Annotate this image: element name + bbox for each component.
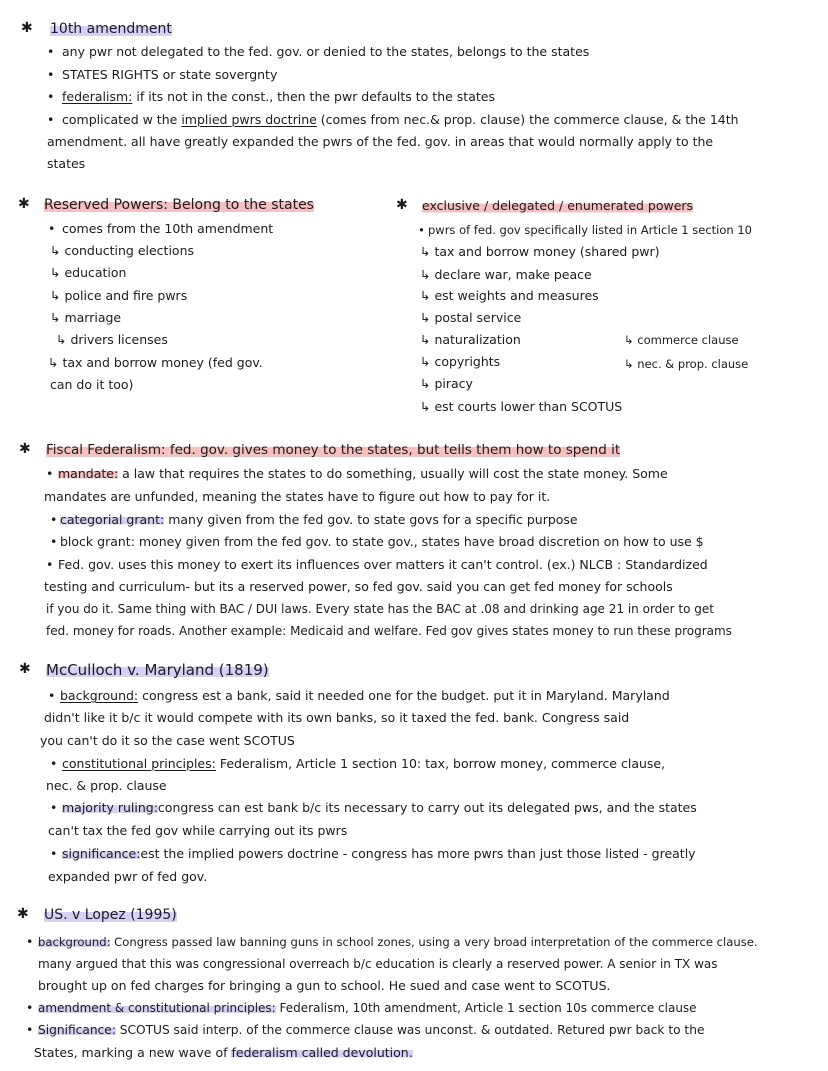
- bullet-icon: •: [50, 512, 58, 527]
- list-item: ↳ declare war, make peace: [420, 267, 592, 282]
- note-line: expanded pwr of fed gov.: [48, 869, 208, 884]
- term-text: if its not in the const., then the pwr defaults to the states: [136, 89, 495, 104]
- bullet-icon: •: [26, 1022, 34, 1037]
- term-label: background:: [38, 935, 111, 949]
- list-item: ↳ conducting elections: [50, 243, 195, 258]
- note-line: states: [47, 156, 86, 171]
- list-item: ↳ est courts lower than SCOTUS: [420, 399, 623, 414]
- bullet-icon: •: [46, 557, 54, 572]
- list-item: ↳ education: [50, 265, 127, 280]
- list-item: ↳ nec. & prop. clause: [624, 357, 749, 371]
- term-label: Significance:: [38, 1023, 116, 1037]
- bullet-icon: •: [48, 688, 56, 703]
- note-line: many argued that this was congressional overreach b/c education is clearly a reserved power. A senior in TX was: [38, 957, 718, 971]
- term-label: federalism called devolution.: [231, 1045, 413, 1060]
- section-title: Reserved Powers: Belong to the states: [44, 197, 314, 213]
- note-line: [38, 999, 697, 1017]
- term-label: majority ruling:: [62, 800, 158, 815]
- note-line: can't tax the fed gov while carrying out its pwrs: [48, 823, 348, 838]
- bullet-icon: •: [26, 1000, 34, 1015]
- note-line: any pwr not delegated to the fed. gov. or denied to the states, belongs to the states: [62, 44, 590, 59]
- note-line: you can't do it so the case went SCOTUS: [40, 733, 295, 748]
- note-line: block grant: money given from the fed gov. to state gov., states have broad discretion on how to use $: [60, 534, 704, 549]
- term-label: amendment & constitutional principles:: [38, 1001, 276, 1015]
- note-line: [34, 1044, 413, 1062]
- term-text: congress can est bank b/c its necessary to carry out its delegated pws, and the states: [157, 800, 697, 815]
- term-text: Congress passed law banning guns in school zones, using a very broad interpretation of the commerce clause.: [114, 935, 758, 949]
- term-text: SCOTUS said interp. of the commerce clause was unconst. & outdated. Retured pwr back to the: [119, 1023, 705, 1037]
- star-icon: ✱: [17, 906, 29, 922]
- star-icon: ✱: [19, 661, 31, 677]
- section-title: exclusive / delegated / enumerated powers: [422, 198, 694, 213]
- note-line: [60, 687, 670, 705]
- note-line: [62, 88, 495, 106]
- list-item: ↳ piracy: [420, 376, 473, 391]
- note-line: [60, 511, 578, 529]
- section-title: 10th amendment: [50, 21, 172, 37]
- term-text: Federalism, Article 1 section 10: tax, borrow money, commerce clause,: [219, 756, 666, 771]
- list-item: ↳ naturalization: [420, 332, 521, 347]
- term-label: significance:: [62, 846, 141, 861]
- term-text: Federalism, 10th amendment, Article 1 section 10s commerce clause: [279, 1001, 697, 1015]
- term-label: background:: [60, 688, 139, 703]
- list-item: ↳ postal service: [420, 310, 522, 325]
- star-icon: ✱: [19, 441, 31, 457]
- bullet-icon: •: [46, 466, 54, 481]
- note-line: mandates are unfunded, meaning the states have to figure out how to pay for it.: [44, 489, 551, 504]
- bullet-icon: •: [50, 846, 58, 861]
- bullet-icon: •: [418, 223, 425, 237]
- term-label: constitutional principles:: [62, 756, 216, 771]
- bullet-icon: •: [48, 221, 56, 236]
- note-line: Fed. gov. uses this money to exert its influences over matters it can't control. (ex.) NLCB : Standardized: [58, 557, 708, 572]
- section-title: Fiscal Federalism: fed. gov. gives money to the states, but tells them how to spend it: [46, 442, 621, 458]
- term-label: categorial grant:: [60, 512, 165, 527]
- note-line: [62, 799, 697, 817]
- note-line: [38, 933, 758, 951]
- note-line: testing and curriculum- but its a reserved power, so fed gov. said you can get fed money for schools: [44, 579, 673, 594]
- list-item: ↳ copyrights: [420, 354, 501, 369]
- bullet-icon: •: [50, 756, 58, 771]
- list-item: ↳ est weights and measures: [420, 288, 599, 303]
- bullet-icon: •: [26, 934, 34, 949]
- term-text: a law that requires the states to do something, usually will cost the state money. Some: [122, 466, 668, 481]
- bullet-icon: •: [50, 534, 58, 549]
- star-icon: ✱: [396, 197, 408, 213]
- section-title: US. v Lopez (1995): [44, 907, 177, 923]
- list-item: comes from the 10th amendment: [62, 221, 274, 236]
- note-line: [62, 111, 739, 129]
- bullet-icon: •: [47, 44, 55, 59]
- list-item: ↳ drivers licenses: [56, 332, 168, 347]
- star-icon: ✱: [18, 196, 30, 212]
- note-line: [38, 1021, 704, 1039]
- term-text: congress est a bank, said it needed one for the budget. put it in Maryland. Maryland: [142, 688, 670, 703]
- term-text: many given from the fed gov. to state govs for a specific purpose: [168, 512, 578, 527]
- bullet-icon: •: [47, 67, 55, 82]
- note-line: nec. & prop. clause: [46, 778, 167, 793]
- section-title: McCulloch v. Maryland (1819): [46, 661, 269, 679]
- bullet-icon: •: [47, 89, 55, 104]
- term-text: est the implied powers doctrine - congress has more pwrs than just those listed - greatly: [140, 846, 696, 861]
- term-label: mandate:: [58, 466, 119, 481]
- note-line: [62, 755, 665, 773]
- note-line: if you do it. Same thing with BAC / DUI laws. Every state has the BAC at .08 and drinking age 21 in order to get: [46, 602, 714, 616]
- star-icon: ✱: [21, 20, 33, 36]
- list-item: can do it too): [50, 377, 134, 392]
- list-item: ↳ police and fire pwrs: [50, 288, 188, 303]
- note-line: [62, 845, 696, 863]
- note-line: STATES RIGHTS or state sovergnty: [62, 67, 278, 82]
- list-item: ↳ marriage: [50, 310, 122, 325]
- term-pre: complicated w the: [62, 112, 178, 127]
- note-line: fed. money for roads. Another example: Medicaid and welfare. Fed gov gives states money to run these programs: [46, 624, 732, 638]
- list-item: pwrs of fed. gov specifically listed in Article 1 section 10: [428, 223, 752, 237]
- note-line: [58, 465, 668, 483]
- note-line: brought up on fed charges for bringing a gun to school. He sued and case went to SCOTUS.: [38, 978, 611, 993]
- bullet-icon: •: [47, 112, 55, 127]
- term-pre: States, marking a new wave of: [34, 1045, 228, 1060]
- term-label: implied pwrs doctrine: [181, 112, 317, 127]
- bullet-icon: •: [50, 800, 58, 815]
- term-label: federalism:: [62, 89, 133, 104]
- list-item: ↳ tax and borrow money (shared pwr): [420, 244, 660, 259]
- term-text: (comes from nec.& prop. clause) the commerce clause, & the 14th: [320, 112, 739, 127]
- list-item: ↳ commerce clause: [624, 333, 739, 347]
- list-item: ↳ tax and borrow money (fed gov.: [48, 355, 263, 370]
- note-line: didn't like it b/c it would compete with its own banks, so it taxed the fed. bank. Congress said: [44, 710, 630, 725]
- note-line: amendment. all have greatly expanded the pwrs of the fed. gov. in areas that would normally apply to the: [47, 134, 714, 149]
